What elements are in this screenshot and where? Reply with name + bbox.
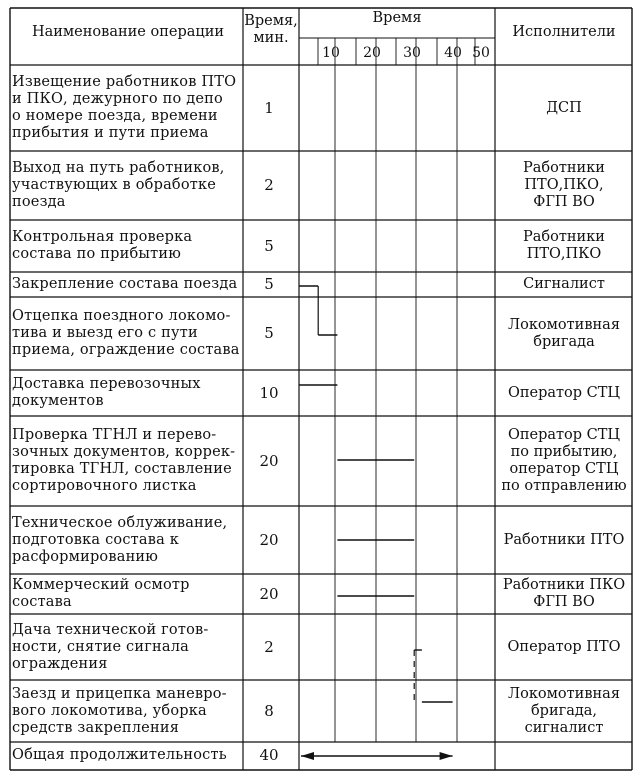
executor-line: сигналист: [524, 719, 604, 736]
operation-name-line: Техническое облуживание,: [12, 514, 228, 531]
operation-executors: [497, 575, 631, 613]
operation-name-line: состава по прибытию: [12, 246, 182, 262]
executor-line: Работники: [523, 229, 605, 245]
operation-name-line: расформированию: [12, 548, 159, 565]
operation-name-line: подготовка состава к: [12, 531, 179, 548]
operation-executors: [497, 507, 631, 573]
operation-name-line: ограждения: [12, 655, 108, 672]
operation-duration: 20: [259, 530, 279, 549]
operation-duration: 10: [259, 383, 279, 402]
operation-name-line: прибытия и пути приема: [12, 125, 209, 141]
executor-line: Работники ПКО: [502, 577, 626, 593]
operation-name-line: средств закрепления: [12, 719, 180, 736]
total-duration: 40: [259, 746, 279, 764]
operation-duration: 20: [259, 451, 279, 470]
executor-line: по отправлению: [501, 478, 627, 494]
total-label: Общая продолжительность: [12, 747, 227, 763]
operation-name: [12, 298, 244, 369]
header-duration-line1: Время,: [244, 13, 298, 29]
operation-executors: [497, 66, 631, 150]
executor-line: по прибытию,: [510, 444, 618, 460]
scale-tick-label: 30: [403, 45, 421, 61]
operation-executors: [497, 221, 631, 271]
executor-line: ФГП ВО: [533, 594, 595, 610]
operation-name-line: Извещение работников ПТО: [12, 74, 237, 90]
operation-name-line: вого локомотива, уборка: [12, 702, 207, 719]
operation-name: [12, 417, 244, 505]
operation-duration: 5: [264, 275, 274, 293]
operation-name-line: Доставка перевозочных: [12, 376, 201, 392]
executor-line: ФГП ВО: [533, 194, 595, 210]
operation-name-line: Заезд и прицепка маневро-: [12, 685, 227, 702]
operation-name: [12, 575, 244, 613]
executor-line: Локомотивная: [508, 685, 620, 702]
operation-name-line: Выход на путь работников,: [12, 160, 225, 176]
operation-duration: 2: [264, 637, 274, 656]
operation-name-line: приема, ограждение состава: [12, 342, 240, 358]
header-operation-name: Наименование операции: [31, 24, 225, 40]
operation-duration: 2: [264, 176, 274, 194]
operation-name: [12, 507, 244, 573]
operation-name-line: Контрольная проверка: [12, 229, 193, 245]
operation-name-line: сортировочного листка: [12, 478, 197, 494]
operation-name-line: Проверка ТГНЛ и перево-: [12, 427, 217, 443]
operation-duration: 8: [264, 701, 274, 720]
executor-line: ДСП: [546, 99, 582, 116]
operation-executors: [497, 681, 631, 741]
operation-name-line: Дача технической готов-: [12, 621, 209, 638]
executor-line: Оператор ПТО: [507, 638, 621, 655]
operation-name: [12, 152, 244, 219]
operation-name-line: тировка ТГНЛ, составление: [12, 461, 232, 477]
executor-line: ПТО,ПКО,: [524, 177, 604, 193]
executor-line: Локомотивная: [508, 316, 620, 333]
operation-name: [12, 681, 244, 741]
operation-name-line: документов: [12, 393, 104, 409]
operation-name-line: тива и выезд его с пути: [12, 325, 198, 341]
header-duration-line2: мин.: [253, 30, 289, 46]
scale-tick-label: 20: [363, 45, 381, 61]
operation-duration: 20: [259, 584, 279, 603]
operation-name-line: участвующих в обработке: [12, 177, 217, 193]
executor-line: Оператор СТЦ: [507, 427, 621, 443]
operation-name: [12, 221, 244, 271]
operation-executors: [497, 298, 631, 369]
operation-duration: 1: [264, 98, 274, 117]
operation-name-line: Коммерческий осмотр: [12, 577, 190, 593]
operation-name-line: зочных документов, коррек-: [12, 444, 236, 460]
executor-line: Сигналист: [523, 276, 605, 292]
operation-name-line: Закрепление состава поезда: [12, 276, 238, 292]
executor-line: бригада: [533, 333, 595, 350]
operation-name: [12, 615, 244, 679]
executor-line: Работники: [523, 160, 605, 176]
operation-executors: [497, 615, 631, 679]
operation-name: [12, 371, 244, 415]
scale-tick-label: 10: [322, 45, 340, 61]
executor-line: Работники ПТО: [503, 531, 625, 548]
operation-name-line: Отцепка поездного локомо-: [12, 308, 231, 324]
executor-line: бригада,: [530, 702, 598, 719]
operation-name: [12, 66, 244, 150]
operation-executors: [497, 371, 631, 415]
operation-executors: [497, 273, 631, 296]
executor-line: Оператор СТЦ: [507, 384, 621, 401]
scale-tick-label: 40: [444, 45, 462, 61]
operation-name-line: о номере поезда, времени: [12, 108, 218, 124]
operation-name: [12, 273, 244, 296]
operation-name-line: состава: [12, 594, 72, 610]
operation-name-line: и ПКО, дежурного по депо: [12, 91, 223, 107]
executor-line: ПТО,ПКО: [526, 246, 602, 262]
executor-line: оператор СТЦ: [509, 461, 619, 477]
header-executors: Исполнители: [512, 24, 616, 40]
header-time: Время: [372, 10, 422, 26]
scale-tick-label: 50: [472, 45, 490, 61]
operation-executors: [497, 152, 631, 219]
operation-executors: [497, 417, 631, 505]
operation-duration: 5: [264, 236, 274, 255]
operation-name-line: ности, снятие сигнала: [12, 638, 189, 655]
header-duration: [243, 13, 299, 47]
operation-name-line: поезда: [12, 194, 66, 210]
arrow-head-icon: [440, 752, 453, 760]
operation-duration: 5: [264, 324, 274, 342]
arrow-head-icon: [301, 752, 314, 760]
